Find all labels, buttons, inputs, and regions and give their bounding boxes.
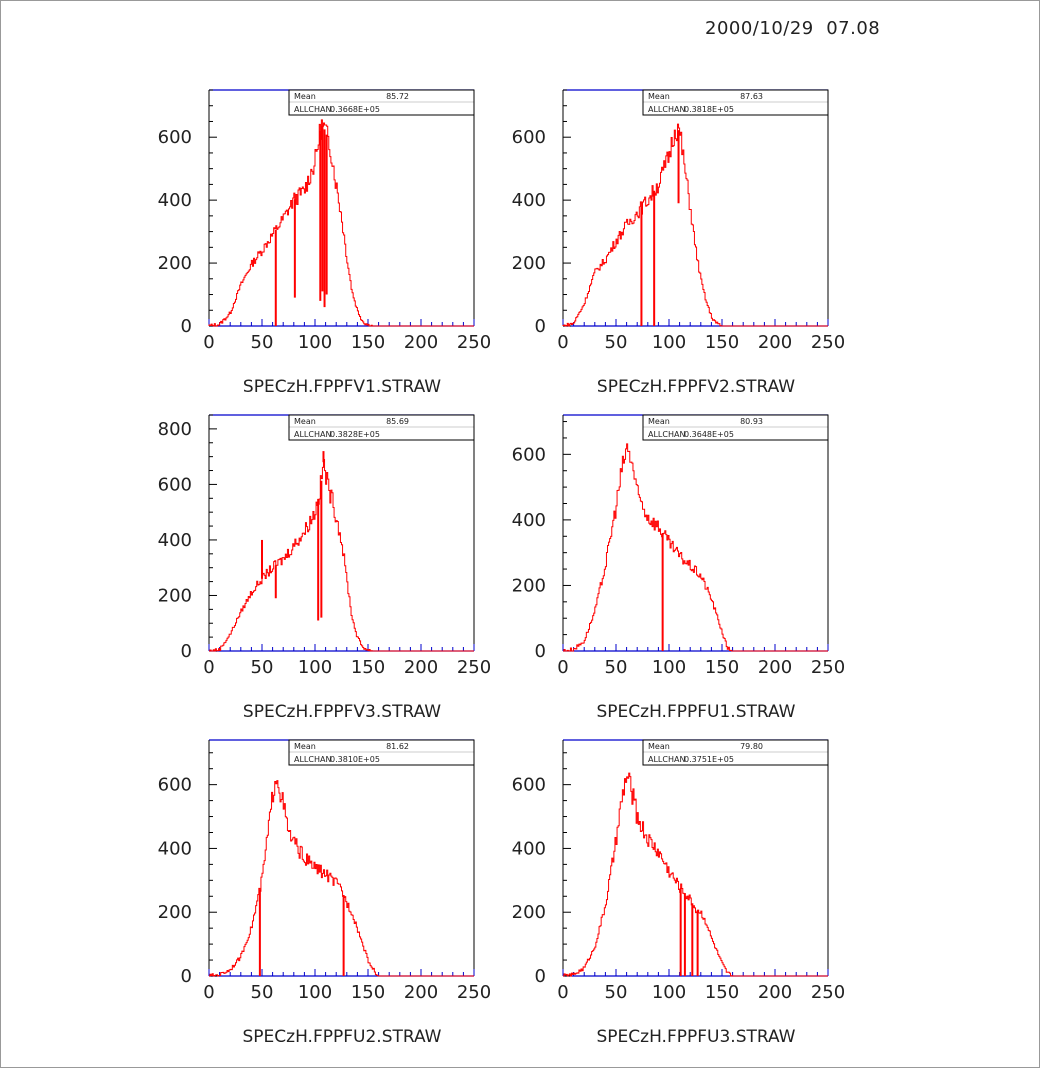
x-tick-label: 200 xyxy=(403,982,439,1003)
histogram-panel xyxy=(512,740,846,1047)
y-tick-label: 400 xyxy=(511,509,546,531)
stats-mean-label: Mean xyxy=(294,92,316,101)
x-tick-label: 200 xyxy=(403,657,439,678)
y-tick-label: 200 xyxy=(511,253,546,275)
y-tick-label: 0 xyxy=(534,966,546,987)
histogram-series xyxy=(563,124,828,326)
x-tick-label: 0 xyxy=(557,657,569,678)
histogram-panel xyxy=(158,740,492,1047)
histogram-title: SPECzH.FPPFU1.STRAW xyxy=(596,702,796,722)
x-tick-label: 150 xyxy=(704,982,740,1003)
histogram-title: SPECzH.FPPFV3.STRAW xyxy=(242,702,442,722)
stats-entries-value: 0.3751E+05 xyxy=(684,755,734,764)
stats-mean-label: Mean xyxy=(294,742,316,751)
stats-mean-value: 80.93 xyxy=(740,417,763,426)
histogram-panel xyxy=(512,90,846,397)
x-tick-label: 100 xyxy=(651,332,687,353)
x-tick-label: 200 xyxy=(757,332,793,353)
x-tick-label: 100 xyxy=(651,657,687,678)
histogram-title: SPECzH.FPPFU2.STRAW xyxy=(242,1027,442,1047)
x-tick-label: 250 xyxy=(456,332,492,353)
timestamp: 2000/10/29 07.08 xyxy=(705,18,881,39)
stats-mean-label: Mean xyxy=(648,742,670,751)
x-tick-label: 50 xyxy=(250,982,274,1003)
x-tick-label: 250 xyxy=(810,657,846,678)
y-tick-label: 0 xyxy=(180,966,192,987)
histogram-panel xyxy=(512,415,846,722)
y-tick-label: 600 xyxy=(511,444,546,466)
y-tick-label: 200 xyxy=(157,253,192,275)
x-tick-label: 250 xyxy=(810,332,846,353)
histogram-series xyxy=(209,460,474,652)
histogram-title: SPECzH.FPPFU3.STRAW xyxy=(596,1027,796,1047)
y-tick-label: 600 xyxy=(157,774,192,796)
histogram-series xyxy=(563,773,828,976)
stats-entries-label: ALLCHAN xyxy=(648,430,686,439)
y-tick-label: 0 xyxy=(534,316,546,337)
x-tick-label: 250 xyxy=(456,657,492,678)
y-tick-label: 200 xyxy=(511,902,546,924)
y-tick-label: 800 xyxy=(157,418,192,440)
stats-mean-label: Mean xyxy=(648,417,670,426)
x-tick-label: 150 xyxy=(350,332,386,353)
stats-entries-label: ALLCHAN xyxy=(294,430,332,439)
x-tick-label: 50 xyxy=(250,332,274,353)
x-tick-label: 200 xyxy=(757,657,793,678)
x-tick-label: 150 xyxy=(350,982,386,1003)
x-tick-label: 0 xyxy=(203,332,215,353)
stats-mean-value: 79.80 xyxy=(740,742,763,751)
stats-entries-label: ALLCHAN xyxy=(294,755,332,764)
y-tick-label: 0 xyxy=(180,316,192,337)
histogram-series xyxy=(209,120,474,326)
y-tick-label: 400 xyxy=(511,190,546,212)
y-tick-label: 600 xyxy=(511,774,546,796)
x-tick-label: 100 xyxy=(297,982,333,1003)
stats-entries-label: ALLCHAN xyxy=(648,755,686,764)
y-tick-label: 200 xyxy=(157,902,192,924)
x-tick-label: 200 xyxy=(757,982,793,1003)
stats-mean-value: 85.69 xyxy=(386,417,409,426)
histogram-panel xyxy=(158,415,492,722)
x-tick-label: 50 xyxy=(604,982,628,1003)
x-tick-label: 50 xyxy=(604,332,628,353)
stats-entries-label: ALLCHAN xyxy=(294,105,332,114)
stats-mean-label: Mean xyxy=(294,417,316,426)
y-tick-label: 600 xyxy=(511,127,546,149)
x-tick-label: 100 xyxy=(651,982,687,1003)
y-tick-label: 400 xyxy=(157,190,192,212)
histogram-panel xyxy=(158,90,492,397)
y-tick-label: 200 xyxy=(157,585,192,607)
x-tick-label: 150 xyxy=(704,332,740,353)
stats-mean-value: 81.62 xyxy=(386,742,409,751)
y-tick-label: 0 xyxy=(180,641,192,662)
x-tick-label: 0 xyxy=(557,982,569,1003)
x-tick-label: 0 xyxy=(203,982,215,1003)
y-tick-label: 400 xyxy=(511,838,546,860)
stats-entries-value: 0.3648E+05 xyxy=(684,430,734,439)
histogram-series xyxy=(209,781,474,976)
x-tick-label: 50 xyxy=(604,657,628,678)
histogram-title: SPECzH.FPPFV1.STRAW xyxy=(242,377,442,397)
x-tick-label: 0 xyxy=(557,332,569,353)
histogram-series xyxy=(563,444,828,651)
histogram-title: SPECzH.FPPFV2.STRAW xyxy=(596,377,796,397)
x-tick-label: 250 xyxy=(456,982,492,1003)
stats-entries-label: ALLCHAN xyxy=(648,105,686,114)
y-tick-label: 600 xyxy=(157,127,192,149)
x-tick-label: 150 xyxy=(350,657,386,678)
stats-mean-value: 85.72 xyxy=(386,92,409,101)
stats-entries-value: 0.3810E+05 xyxy=(330,755,380,764)
y-tick-label: 0 xyxy=(534,641,546,662)
stats-entries-value: 0.3828E+05 xyxy=(330,430,380,439)
x-tick-label: 150 xyxy=(704,657,740,678)
x-tick-label: 250 xyxy=(810,982,846,1003)
x-tick-label: 100 xyxy=(297,332,333,353)
x-tick-label: 50 xyxy=(250,657,274,678)
stats-entries-value: 0.3668E+05 xyxy=(330,105,380,114)
x-tick-label: 200 xyxy=(403,332,439,353)
y-tick-label: 200 xyxy=(511,575,546,597)
x-tick-label: 100 xyxy=(297,657,333,678)
stats-entries-value: 0.3818E+05 xyxy=(684,105,734,114)
y-tick-label: 600 xyxy=(157,474,192,496)
stats-mean-value: 87.63 xyxy=(740,92,763,101)
y-tick-label: 400 xyxy=(157,838,192,860)
stats-mean-label: Mean xyxy=(648,92,670,101)
y-tick-label: 400 xyxy=(157,529,192,551)
x-tick-label: 0 xyxy=(203,657,215,678)
